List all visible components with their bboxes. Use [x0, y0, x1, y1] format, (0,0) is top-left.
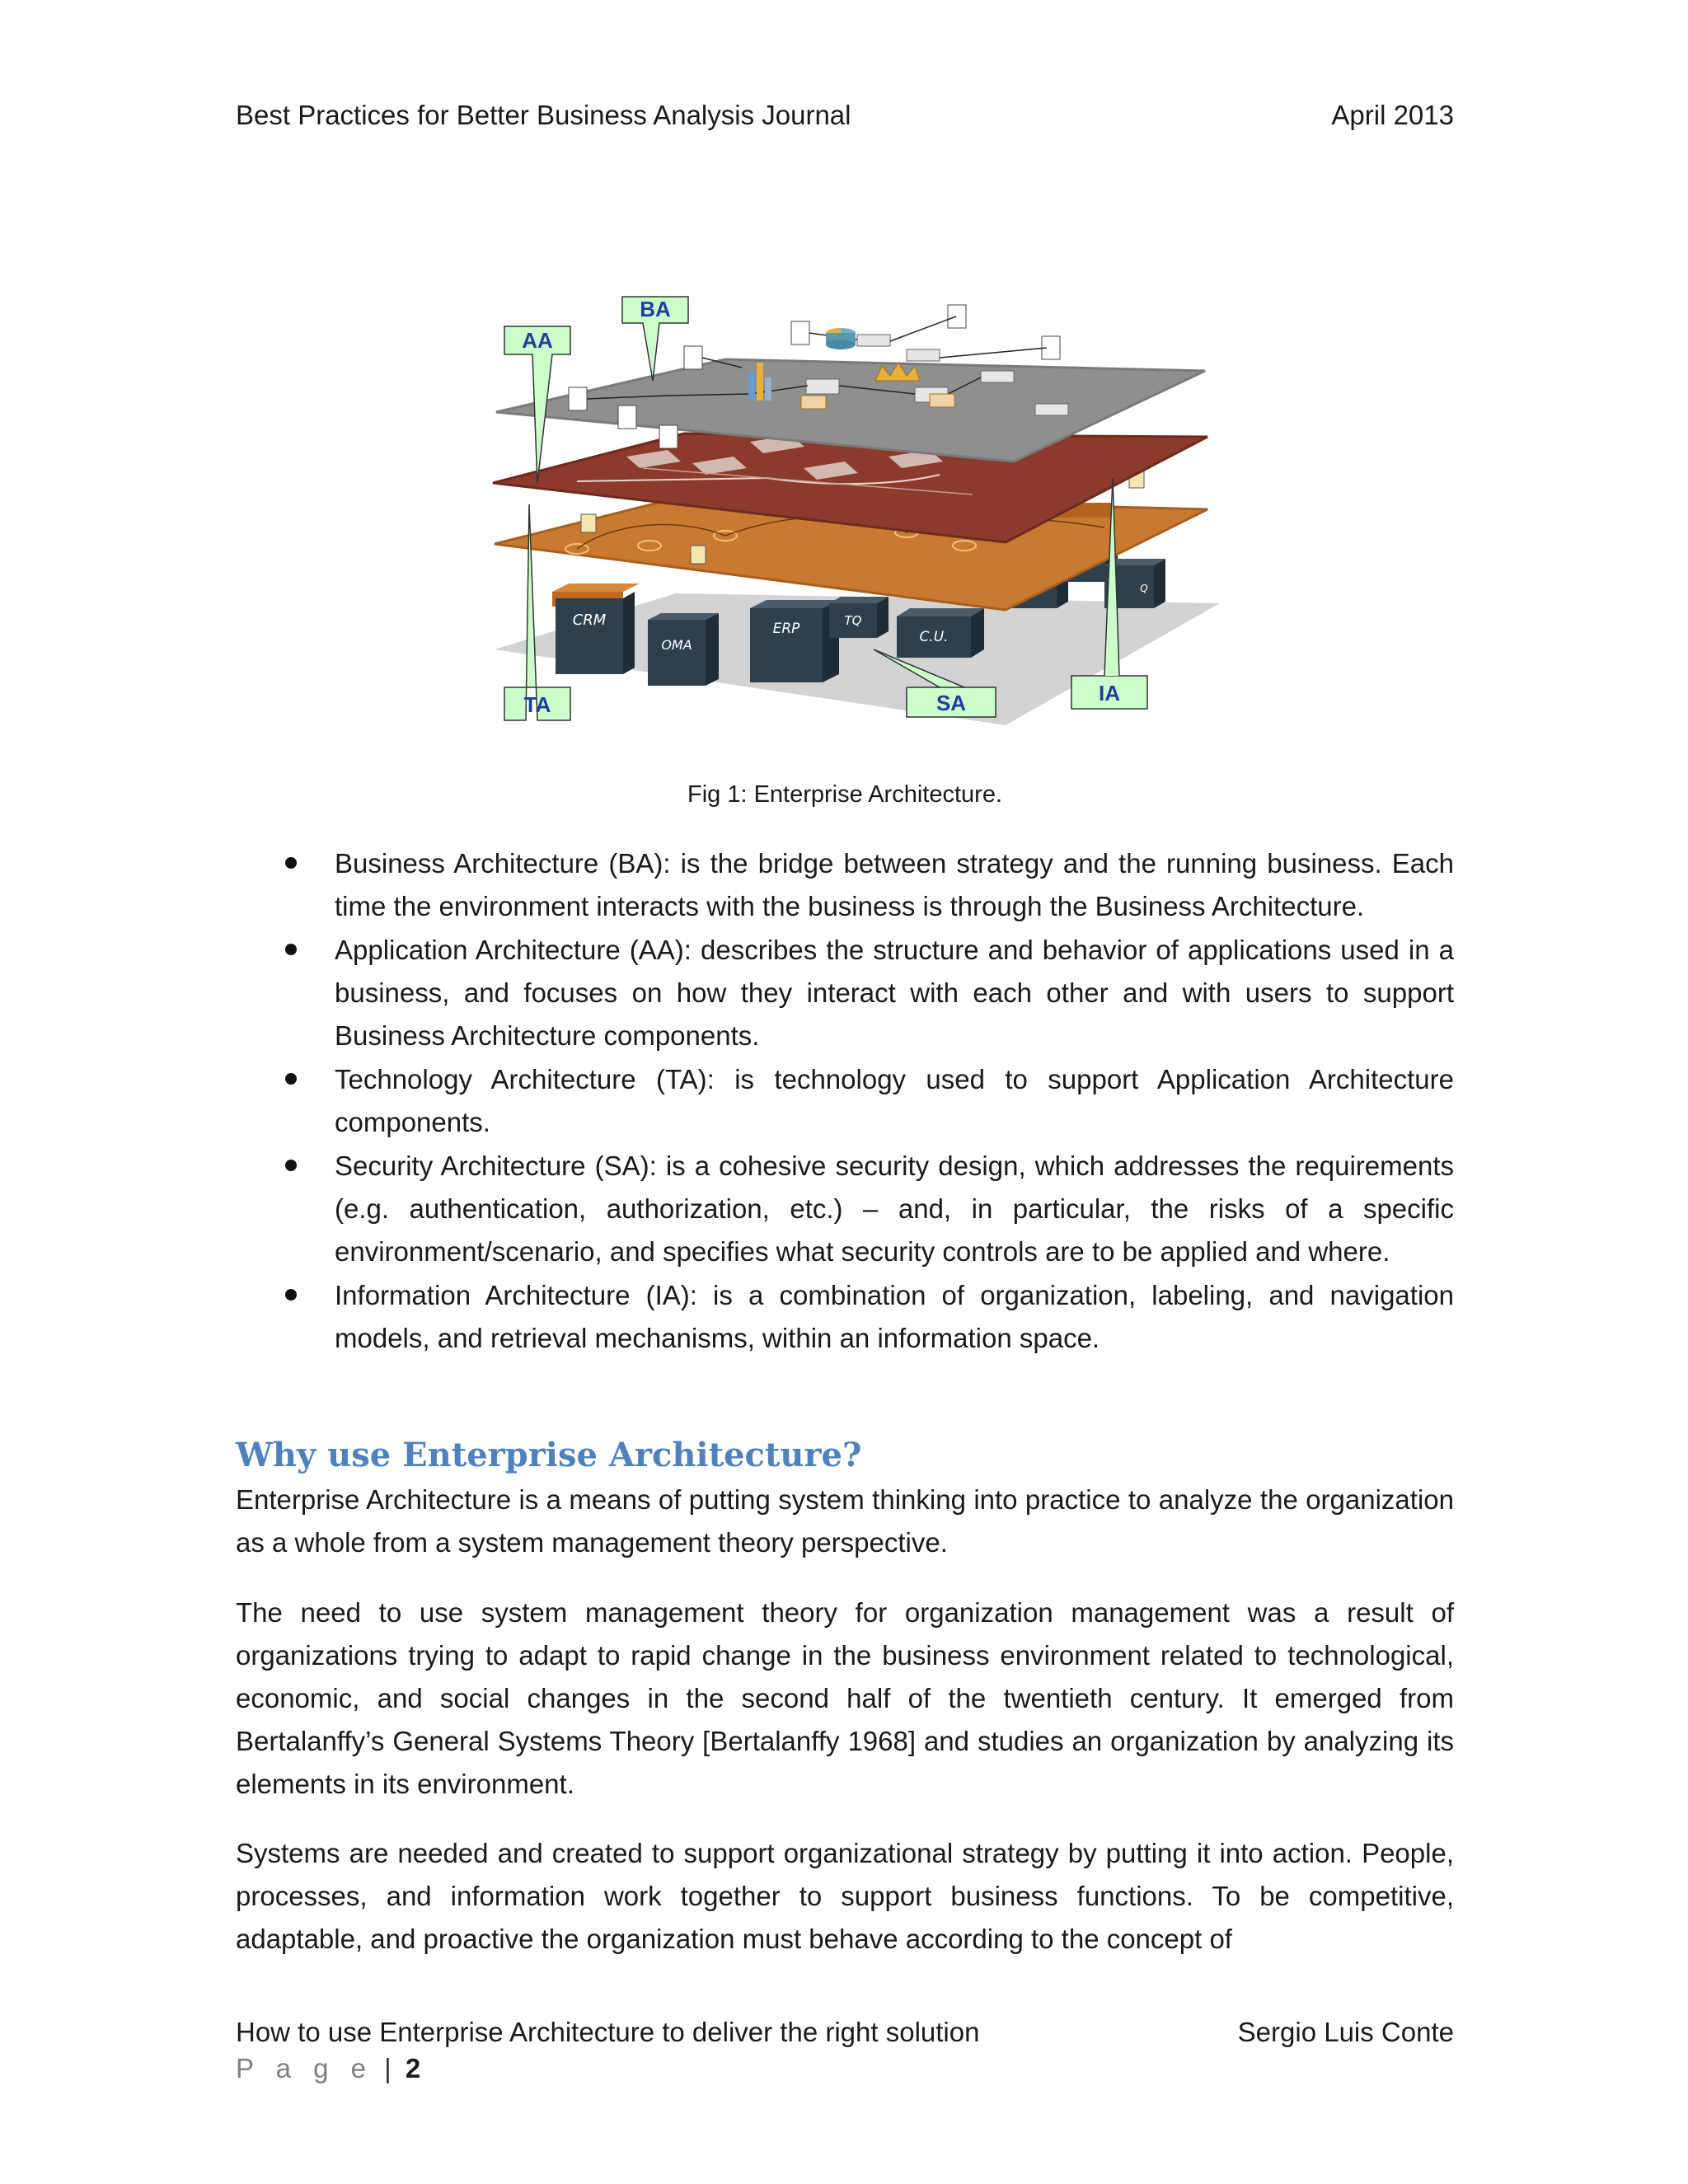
- page-footer: [236, 2014, 1454, 2050]
- server-erp: [750, 600, 839, 682]
- page-header: [236, 97, 1454, 134]
- callout-sa: SA: [935, 691, 967, 715]
- bullet-icon: [285, 1160, 297, 1171]
- page-separator: |: [384, 2053, 392, 2083]
- issue-date: April 2013: [1331, 100, 1454, 130]
- callout-aa: AA: [522, 328, 553, 353]
- list-item: [236, 1145, 1454, 1273]
- list-item: [236, 929, 1454, 1057]
- enterprise-architecture-figure: [478, 280, 1220, 742]
- system-label: OMA: [661, 637, 692, 653]
- paragraph: The need to use system management theory for organization management was a result of organizations trying to adapt to rapid change in the business environment related to technological, economic, and social changes in the second half of the twentieth century. It emerged from Bertalanffy’s General Systems Theory [Bertalanffy 1968] and studies an organization by analyzing its elements in its environment.: [236, 1597, 1454, 1799]
- page-number-value: 2: [405, 2053, 421, 2083]
- page-number: [236, 2050, 420, 2087]
- list-item-text: Technology Architecture (TA): is technology used to support Application Architecture components.: [335, 1064, 1454, 1137]
- callout-ia: IA: [1099, 681, 1120, 705]
- callout-ta: TA: [523, 692, 551, 717]
- bullet-icon: [285, 857, 297, 869]
- server-tq: [829, 597, 889, 638]
- bullet-icon: [285, 1073, 297, 1085]
- database-icon: [826, 328, 856, 349]
- list-item-text: Information Architecture (IA): is a combination of organization, labeling, and navigation models, and retrieval mechanisms, within an information space.: [335, 1280, 1454, 1353]
- system-label: C.U.: [919, 629, 949, 645]
- list-item: [236, 1274, 1454, 1360]
- paragraph: Systems are needed and created to support organizational strategy by putting it into action. People, processes, and information work together to support business functions. To be competitive, adaptable, and proactive the organization must behave according to the concept of: [236, 1838, 1454, 1954]
- server-oma: [648, 613, 719, 686]
- list-item: [236, 1058, 1454, 1144]
- system-label: CRM: [572, 612, 607, 629]
- system-label: TQ: [844, 613, 862, 628]
- author-name: Sergio Luis Conte: [1237, 2017, 1454, 2047]
- system-label: Q: [1140, 583, 1148, 594]
- article-title: How to use Enterprise Architecture to deliver the right solution: [236, 2017, 980, 2047]
- section-heading: Why use Enterprise Architecture?: [236, 1436, 862, 1474]
- journal-title: Best Practices for Better Business Analysis Journal: [236, 100, 851, 130]
- server-cu: [897, 608, 984, 658]
- list-item: [236, 842, 1454, 928]
- figure-caption: Fig 1: Enterprise Architecture.: [687, 781, 1002, 808]
- list-item-text: Application Architecture (AA): describes the structure and behavior of applications used in a business, and focuses on how they interact with each other and with users to support Business Architecture components.: [335, 935, 1454, 1051]
- server-crm-left: [552, 583, 640, 674]
- bullet-icon: [285, 1289, 297, 1301]
- page-label: P a g e: [236, 2053, 373, 2083]
- callout-ba: BA: [640, 297, 671, 321]
- list-item-text: Business Architecture (BA): is the bridge between strategy and the running business. Each time the environment interacts with the business is through the Business Architecture.: [335, 848, 1454, 921]
- system-label: ERP: [772, 621, 800, 637]
- architecture-definitions-list: [236, 842, 1454, 1361]
- architecture-diagram: [478, 280, 1220, 742]
- list-item-text: Security Architecture (SA): is a cohesive security design, which addresses the requirements (e.g. authentication, authorization, etc.) – and, in particular, the risks of a specific environment/scenario, and specifies what security controls are to be applied and where.: [335, 1151, 1454, 1267]
- bullet-icon: [285, 944, 297, 955]
- paragraph: Enterprise Architecture is a means of putting system thinking into practice to analyze the organization as a whole from a system management theory perspective.: [236, 1484, 1454, 1558]
